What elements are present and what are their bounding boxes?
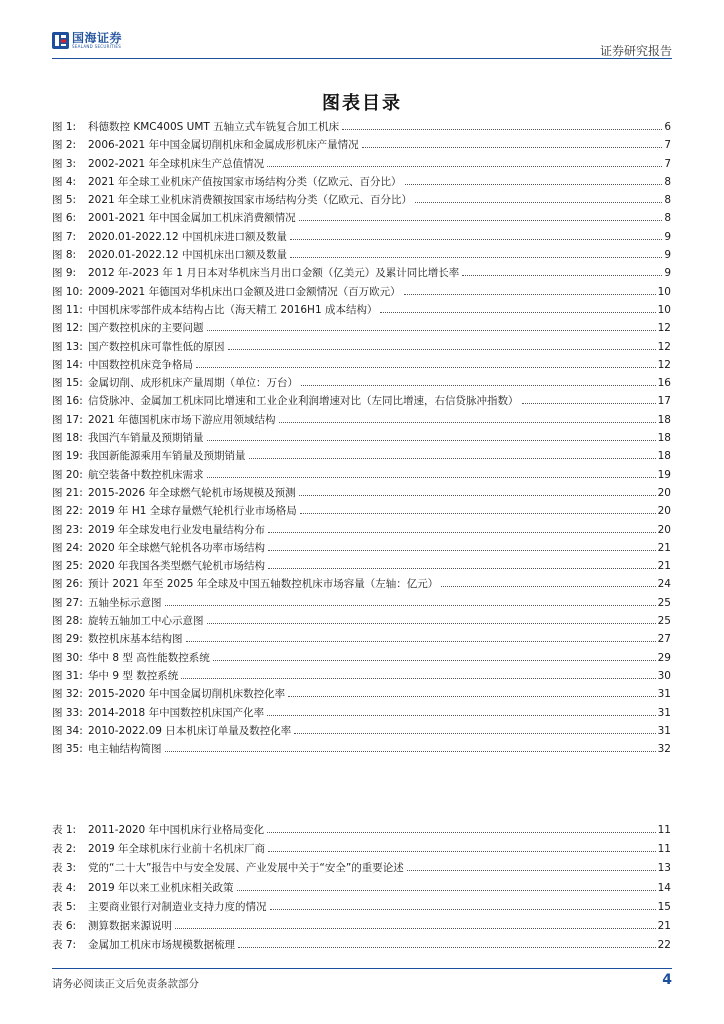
entry-title: 华中 8 型 高性能数控系统 xyxy=(88,651,210,664)
figure-entry[interactable] xyxy=(52,119,671,137)
entry-page-number: 30 xyxy=(657,669,671,682)
dot-leader xyxy=(249,458,656,459)
entry-label: 表 3: xyxy=(52,862,77,875)
entry-title: 2021 年德国机床市场下游应用领域结构 xyxy=(88,413,276,426)
figure-entry[interactable] xyxy=(52,247,671,265)
entry-title: 2002-2021 年全球机床生产总值情况 xyxy=(88,157,265,170)
figure-entry[interactable] xyxy=(52,137,671,155)
entry-title: 2020.01-2022.12 中国机床进口额及数量 xyxy=(88,230,287,243)
figure-entry[interactable] xyxy=(52,357,671,375)
entry-label: 图 20: xyxy=(52,468,83,481)
figure-entry[interactable] xyxy=(52,320,671,338)
figure-entry[interactable] xyxy=(52,302,671,320)
figure-entry[interactable] xyxy=(52,412,671,430)
entry-label: 图 6: xyxy=(52,212,77,225)
dot-leader xyxy=(238,947,656,948)
disclaimer-note: 请务必阅读正文后免责条款部分 xyxy=(52,978,199,990)
entry-label: 图 22: xyxy=(52,505,83,518)
figure-entry[interactable] xyxy=(52,558,671,576)
dot-leader xyxy=(165,605,656,606)
entry-label: 表 4: xyxy=(52,881,77,894)
dot-leader xyxy=(228,349,656,350)
entry-title: 五轴坐标示意图 xyxy=(88,596,162,609)
footer-divider xyxy=(52,968,672,969)
table-entry[interactable] xyxy=(52,841,671,860)
entry-title: 2014-2018 年中国数控机床国产化率 xyxy=(88,706,265,719)
figure-entry[interactable] xyxy=(52,393,671,411)
entry-label: 图 18: xyxy=(52,432,83,445)
entry-title: 华中 9 型 数控系统 xyxy=(88,669,179,682)
figure-entry[interactable] xyxy=(52,723,671,741)
dot-leader xyxy=(300,513,656,514)
entry-page-number: 21 xyxy=(657,919,671,932)
entry-title: 中国数控机床竞争格局 xyxy=(88,358,193,371)
entry-label: 图 33: xyxy=(52,706,83,719)
entry-page-number: 12 xyxy=(657,358,671,371)
entry-page-number: 21 xyxy=(657,541,671,554)
entry-label: 图 4: xyxy=(52,175,77,188)
entry-title: 2021 年全球工业机床产值按国家市场结构分类（亿欧元、百分比） xyxy=(88,175,402,188)
dot-leader xyxy=(405,184,663,185)
dot-leader xyxy=(237,890,656,891)
entry-page-number: 9 xyxy=(664,249,671,262)
dot-leader xyxy=(380,312,655,313)
entry-title: 2010-2022.09 日本机床订单量及数控化率 xyxy=(88,724,292,737)
entry-title: 2001-2021 年中国金属加工机床消费额情况 xyxy=(88,212,296,225)
entry-label: 图 29: xyxy=(52,633,83,646)
figure-entry[interactable] xyxy=(52,174,671,192)
figure-list xyxy=(52,119,671,759)
entry-title: 科德数控 KMC400S UMT 五轴立式车铣复合加工机床 xyxy=(88,121,340,133)
dot-leader xyxy=(404,294,656,295)
entry-page-number: 9 xyxy=(664,267,671,280)
entry-label: 图 30: xyxy=(52,651,83,664)
table-entry[interactable] xyxy=(52,899,671,918)
table-entry[interactable] xyxy=(52,937,671,956)
entry-page-number: 27 xyxy=(657,633,671,646)
dot-leader xyxy=(270,909,656,910)
page-title: 图表目录 xyxy=(322,93,402,114)
entry-label: 图 12: xyxy=(52,322,83,335)
dot-leader xyxy=(207,440,656,441)
table-list xyxy=(52,822,671,956)
dot-leader xyxy=(207,477,656,478)
entry-title: 2020.01-2022.12 中国机床出口额及数量 xyxy=(88,249,287,262)
entry-title: 主要商业银行对制造业支持力度的情况 xyxy=(88,900,267,913)
entry-page-number: 18 xyxy=(657,450,671,463)
figure-entry[interactable] xyxy=(52,631,671,649)
dot-leader xyxy=(175,928,656,929)
entry-page-number: 22 xyxy=(657,939,671,952)
entry-label: 表 7: xyxy=(52,939,77,952)
entry-label: 图 25: xyxy=(52,560,83,573)
dot-leader xyxy=(268,532,656,533)
entry-title: 测算数据来源说明 xyxy=(88,919,172,932)
entry-page-number: 8 xyxy=(664,175,671,188)
entry-label: 图 3: xyxy=(52,157,77,170)
entry-title: 2019 年全球发电行业发电量结构分布 xyxy=(88,523,266,536)
entry-title: 2015-2020 年中国金属切削机床数控化率 xyxy=(88,688,286,701)
entry-page-number: 11 xyxy=(657,843,671,856)
figure-entry[interactable] xyxy=(52,576,671,594)
entry-page-number: 8 xyxy=(664,194,671,207)
dot-leader xyxy=(213,660,656,661)
entry-page-number: 17 xyxy=(657,395,671,408)
entry-label: 图 10: xyxy=(52,285,83,298)
entry-title: 2006-2021 年中国金属切削机床和金属成形机床产量情况 xyxy=(88,139,359,152)
entry-title: 金属加工机床市场规模数据梳理 xyxy=(88,939,235,952)
entry-page-number: 15 xyxy=(657,900,671,913)
table-entry[interactable] xyxy=(52,822,671,841)
dot-leader xyxy=(279,422,656,423)
figure-entry[interactable] xyxy=(52,705,671,723)
entry-title: 2009-2021 年德国对华机床出口金额及进口金额情况（百万欧元） xyxy=(88,285,401,298)
entry-page-number: 7 xyxy=(664,157,671,170)
figure-entry[interactable] xyxy=(52,686,671,704)
entry-title: 国产数控机床的主要问题 xyxy=(88,322,204,335)
figure-entry[interactable] xyxy=(52,613,671,631)
entry-label: 表 6: xyxy=(52,919,77,932)
figure-entry[interactable] xyxy=(52,265,671,283)
entry-page-number: 18 xyxy=(657,432,671,445)
entry-label: 图 9: xyxy=(52,267,77,280)
dot-leader xyxy=(290,239,662,240)
entry-page-number: 25 xyxy=(657,596,671,609)
entry-page-number: 25 xyxy=(657,615,671,628)
entry-label: 表 1: xyxy=(52,824,77,836)
dot-leader xyxy=(407,870,656,871)
entry-label: 表 2: xyxy=(52,843,77,856)
figure-entry[interactable] xyxy=(52,595,671,613)
dot-leader xyxy=(165,751,656,752)
dot-leader xyxy=(441,586,655,587)
entry-title: 2019 年以来工业机床相关政策 xyxy=(88,881,234,894)
figure-entry[interactable] xyxy=(52,192,671,210)
entry-title: 中国机床零部件成本结构占比（海天精工 2016H1 成本结构） xyxy=(88,303,378,316)
figure-entry[interactable] xyxy=(52,650,671,668)
entry-label: 图 7: xyxy=(52,230,77,243)
figure-entry[interactable] xyxy=(52,156,671,174)
entry-title: 旋转五轴加工中心示意图 xyxy=(88,615,204,628)
page-number: 4 xyxy=(662,972,672,988)
figure-entry[interactable] xyxy=(52,284,671,302)
entry-label: 图 8: xyxy=(52,249,77,262)
entry-title: 数控机床基本结构图 xyxy=(88,633,183,646)
entry-label: 图 26: xyxy=(52,578,83,591)
entry-label: 图 5: xyxy=(52,194,77,207)
entry-page-number: 31 xyxy=(657,706,671,719)
dot-leader xyxy=(342,129,662,130)
entry-page-number: 14 xyxy=(657,881,671,894)
entry-title: 我国新能源乘用车销量及预期销量 xyxy=(88,450,246,463)
company-logo xyxy=(52,32,122,49)
dot-leader xyxy=(268,568,656,569)
dot-leader xyxy=(288,696,656,697)
entry-page-number: 32 xyxy=(657,743,671,756)
dot-leader xyxy=(196,367,656,368)
entry-title: 2015-2026 年全球燃气轮机市场规模及预测 xyxy=(88,486,296,499)
entry-page-number: 6 xyxy=(664,121,671,133)
entry-label: 图 23: xyxy=(52,523,83,536)
entry-label: 图 14: xyxy=(52,358,83,371)
dot-leader xyxy=(207,623,656,624)
entry-page-number: 18 xyxy=(657,413,671,426)
dot-leader xyxy=(522,403,656,404)
entry-label: 图 1: xyxy=(52,121,77,133)
entry-label: 图 27: xyxy=(52,596,83,609)
figure-entry[interactable] xyxy=(52,430,671,448)
figure-entry[interactable] xyxy=(52,540,671,558)
entry-title: 2011-2020 年中国机床行业格局变化 xyxy=(88,824,265,836)
table-entry[interactable] xyxy=(52,880,671,899)
figure-entry[interactable] xyxy=(52,339,671,357)
report-type-label: 证券研究报告 xyxy=(599,44,672,58)
dot-leader xyxy=(268,851,656,852)
entry-page-number: 19 xyxy=(657,468,671,481)
entry-page-number: 12 xyxy=(657,322,671,335)
dot-leader xyxy=(267,166,662,167)
entry-page-number: 20 xyxy=(657,505,671,518)
logo-name-cn: 国海证券 xyxy=(72,31,123,45)
figure-entry[interactable] xyxy=(52,485,671,503)
entry-label: 图 32: xyxy=(52,688,83,701)
entry-label: 图 2: xyxy=(52,139,77,152)
entry-page-number: 10 xyxy=(657,303,671,316)
dot-leader xyxy=(207,330,656,331)
entry-title: 2020 年我国各类型燃气轮机市场结构 xyxy=(88,560,266,573)
dot-leader xyxy=(186,641,656,642)
dot-leader xyxy=(299,495,656,496)
dot-leader xyxy=(299,220,663,221)
dot-leader xyxy=(267,832,656,833)
entry-page-number: 12 xyxy=(657,340,671,353)
entry-title: 信贷脉冲、金属加工机床同比增速和工业企业利润增速对比（左同比增速，右信贷脉冲指数） xyxy=(88,395,519,408)
figure-entry[interactable] xyxy=(52,229,671,247)
entry-page-number: 20 xyxy=(657,523,671,536)
dot-leader xyxy=(415,202,662,203)
dot-leader xyxy=(181,678,655,679)
dot-leader xyxy=(268,550,656,551)
entry-title: 金属切削、成形机床产量周期（单位：万台） xyxy=(88,377,298,390)
entry-page-number: 16 xyxy=(657,377,671,390)
entry-title: 2021 年全球工业机床消费额按国家市场结构分类（亿欧元、百分比） xyxy=(88,194,413,207)
entry-title: 航空装备中数控机床需求 xyxy=(88,468,204,481)
dot-leader xyxy=(267,715,656,716)
figure-entry[interactable] xyxy=(52,503,671,521)
entry-label: 图 34: xyxy=(52,724,83,737)
entry-label: 图 19: xyxy=(52,450,83,463)
entry-page-number: 13 xyxy=(657,862,671,875)
entry-title: 电主轴结构简图 xyxy=(88,743,162,756)
entry-page-number: 31 xyxy=(657,724,671,737)
entry-label: 图 13: xyxy=(52,340,83,353)
dot-leader xyxy=(290,257,662,258)
entry-label: 图 24: xyxy=(52,541,83,554)
figure-entry[interactable] xyxy=(52,467,671,485)
dot-leader xyxy=(301,385,656,386)
entry-title: 2019 年 H1 全球存量燃气轮机行业市场格局 xyxy=(88,505,297,518)
entry-title: 预计 2021 年至 2025 年全球及中国五轴数控机床市场容量（左轴：亿元） xyxy=(88,578,439,591)
header-divider xyxy=(52,58,672,59)
figure-entry[interactable] xyxy=(52,210,671,228)
entry-title: 国产数控机床可靠性低的原因 xyxy=(88,340,225,353)
entry-label: 图 15: xyxy=(52,377,83,390)
sealand-logo-icon xyxy=(52,32,69,49)
figure-entry[interactable] xyxy=(52,448,671,466)
figure-entry[interactable] xyxy=(52,522,671,540)
entry-page-number: 8 xyxy=(664,212,671,225)
entry-label: 图 28: xyxy=(52,615,83,628)
entry-page-number: 24 xyxy=(657,578,671,591)
entry-page-number: 10 xyxy=(657,285,671,298)
entry-title: 2012 年-2023 年 1 月日本对华机床当月出口金额（亿美元）及累计同比增长率 xyxy=(88,267,460,280)
table-entry[interactable] xyxy=(52,918,671,937)
entry-label: 图 35: xyxy=(52,743,83,756)
figure-entry[interactable] xyxy=(52,668,671,686)
entry-page-number: 29 xyxy=(657,651,671,664)
entry-page-number: 11 xyxy=(657,824,671,836)
entry-page-number: 21 xyxy=(657,560,671,573)
entry-label: 图 21: xyxy=(52,486,83,499)
entry-page-number: 31 xyxy=(657,688,671,701)
table-entry[interactable] xyxy=(52,860,671,879)
entry-title: 2020 年全球燃气轮机各功率市场结构 xyxy=(88,541,266,554)
entry-page-number: 7 xyxy=(664,139,671,152)
entry-title: 我国汽车销量及预期销量 xyxy=(88,432,204,445)
entry-label: 图 17: xyxy=(52,413,83,426)
dot-leader xyxy=(362,147,663,148)
entry-title: 2019 年全球机床行业前十名机床厂商 xyxy=(88,843,266,856)
entry-label: 图 11: xyxy=(52,303,83,316)
figure-entry[interactable] xyxy=(52,375,671,393)
figure-entry[interactable] xyxy=(52,741,671,759)
logo-name-en: SEALAND SECURITIES xyxy=(72,44,122,49)
dot-leader xyxy=(462,275,662,276)
entry-label: 图 31: xyxy=(52,669,83,682)
dot-leader xyxy=(294,733,655,734)
entry-label: 图 16: xyxy=(52,395,83,408)
entry-title: 党的“二十大”报告中与安全发展、产业发展中关于“安全”的重要论述 xyxy=(88,862,404,875)
entry-page-number: 9 xyxy=(664,230,671,243)
entry-label: 表 5: xyxy=(52,900,77,913)
entry-page-number: 20 xyxy=(657,486,671,499)
